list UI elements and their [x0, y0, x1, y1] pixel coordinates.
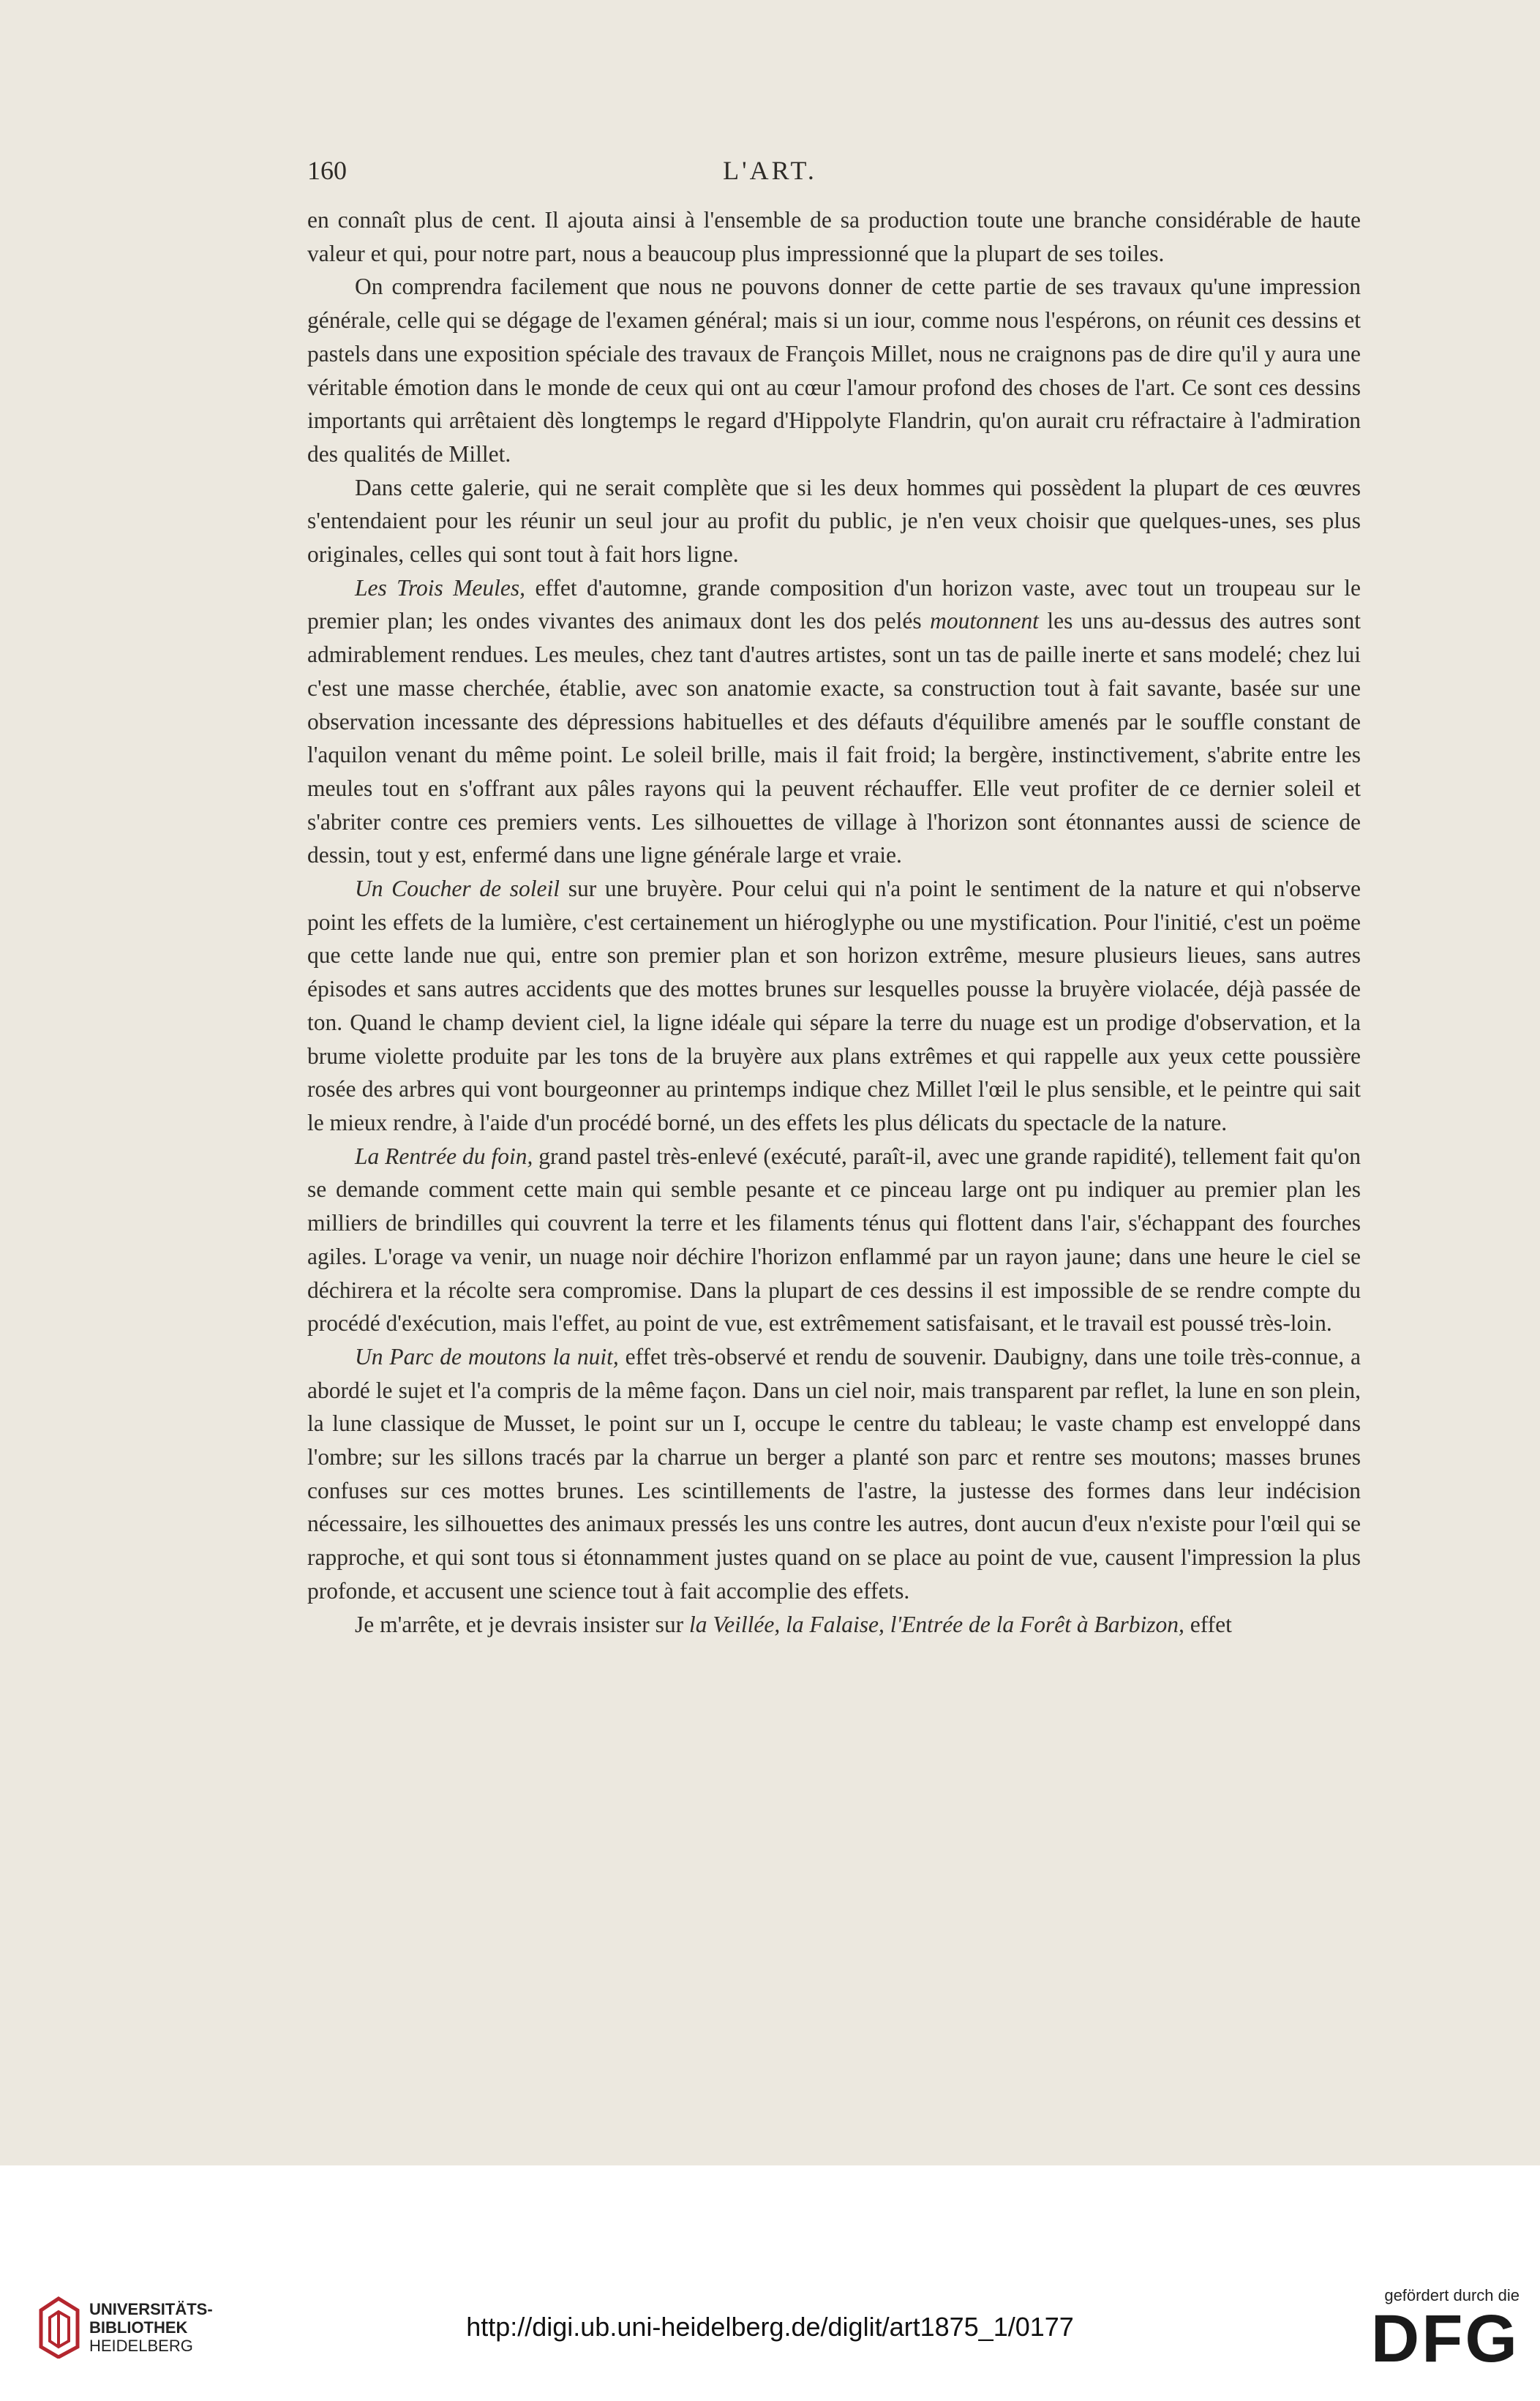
article-body	[307, 203, 1361, 1641]
permalink-url[interactable]: http://digi.ub.uni-heidelberg.de/diglit/art1875_1/0177	[466, 2312, 1074, 2342]
footer-bar	[0, 2165, 1540, 2401]
paragraph-text: en connaît plus de cent. Il ajouta ainsi à l'ensemble de sa production toute une branche considérable de haute valeur et qui, pour notre part, nous a beaucoup plus impressionné que la plupart de ses toiles.	[307, 207, 1361, 266]
paragraph-text: Dans cette galerie, qui ne serait complète que si les deux hommes qui possèdent la plupart de ces œuvres s'entendaient pour les réunir un seul jour au profit du public, je n'en veux choisir que quelques-unes, ses plus originales, celles qui sont tout à fait hors ligne.	[307, 474, 1361, 568]
artwork-title: Un Coucher de soleil	[355, 876, 560, 902]
library-name-line1: UNIVERSITÄTS-	[89, 2300, 213, 2318]
artwork-title: la Veillée, la Falaise, l'Entrée de la Forêt à Barbizon,	[689, 1611, 1184, 1637]
paragraph	[307, 872, 1361, 1140]
paragraph-text: effet	[1184, 1611, 1232, 1637]
paragraph-text: On comprendra facilement que nous ne pouvons donner de cette partie de ses travaux qu'une impression générale, celle qui se dégage de l'examen général; mais si un iour, comme nous l'espérons, on réunit ces dessins et pastels dans une exposition spéciale des travaux de François Millet, nous ne craignons pas de dire qu'il y aura une véritable émotion dans le monde de ceux qui ont au cœur l'amour profond des choses de l'art. Ce sont ces dessins importants qui arrêtaient dès longtemps le regard d'Hippolyte Flandrin, qu'on aurait cru réfractaire à l'admiration des qualités de Millet.	[307, 274, 1361, 467]
paragraph	[307, 1140, 1361, 1340]
paragraph-text: Je m'arrête, et je devrais insister sur	[355, 1611, 690, 1637]
sponsor-label: gefördert durch die	[1384, 2286, 1520, 2304]
paragraph	[307, 203, 1361, 270]
paragraph-text: les uns au-dessus des autres sont admirablement rendues. Les meules, chez tant d'autres artistes, sont un tas de paille inerte et sans modelé; chez lui c'est une masse cherchée, établie, avec son anatomie exacte, sa construction tout à fait savante, basée sur une observation incessante des dépressions habituelles et des défauts d'équilibre amenés par le souffle constant de l'aquilon venant du même point. Le soleil brille, mais il fait froid; la bergère, instinctivement, s'abrite entre les meules tout en s'offrant aux pâles rayons qui la peuvent réchauffer. Elle veut profiter de ce dernier soleil et s'abriter contre ces premiers vents. Les silhouettes de village à l'horizon sont étonnantes aussi de science de dessin, tout y est, enfermé dans une ligne générale large et vraie.	[307, 608, 1361, 868]
artwork-title: La Rentrée du foin,	[355, 1143, 533, 1169]
library-name-line2: BIBLIOTHEK	[89, 2318, 188, 2337]
sponsor-block[interactable]	[1366, 2286, 1520, 2376]
paragraph	[307, 471, 1361, 571]
artwork-title: Un Parc de moutons la nuit,	[355, 1343, 619, 1369]
paragraph-text: effet d'automne, grande composition d'un horizon vaste, avec tout un troupeau sur le premier plan; les ondes vivantes des animaux dont les dos pelés	[307, 574, 1361, 634]
paragraph	[307, 1608, 1361, 1642]
library-name-line3: HEIDELBERG	[89, 2337, 193, 2355]
artwork-title: Les Trois Meules,	[355, 574, 526, 601]
paragraph-text: sur une bruyère. Pour celui qui n'a point le sentiment de la nature et qui n'observe point les effets de la lumière, c'est certainement un hiéroglyphe ou une mystification. Pour l'initié, c'est un poëme que cette lande nue qui, entre son premier plan et son horizon extrême, mesure plusieurs lieues, sans autres épisodes et sans autres accidents que des mottes brunes sur lesquelles pousse la bruyère violacée, déjà passée de ton. Quand le champ devient ciel, la ligne idéale qui sépare la terre du nuage est un prodige d'observation, et la brume violette produite par les tons de la bruyère aux plans extrêmes et qui rappelle aux yeux cette poussière rosée des arbres qui vont bourgeonner au printemps indique chez Millet l'œil le plus sensible, et le peintre qui sait le mieux rendre, à l'aide d'un procédé borné, un des effets les plus délicats du spectacle de la nature.	[307, 876, 1361, 1135]
page-header	[0, 155, 1540, 192]
dfg-logo: DFG	[1370, 2302, 1520, 2376]
paragraph	[307, 270, 1361, 470]
page-number: 160	[307, 156, 347, 185]
paragraph	[307, 571, 1361, 872]
artwork-title: moutonnent	[930, 608, 1039, 634]
paragraph-text: grand pastel très-enlevé (exécuté, paraît-il, avec une grande rapidité), tellement fait qu'on se demande comment cette main qui semble pesante et ce pinceau large ont pu indiquer au premier plan les milliers de brindilles qui couvrent la terre et les filaments ténus qui flottent dans l'air, s'échappant des fourches agiles. L'orage va venir, un nuage noir déchire l'horizon enflammé par un rayon jaune; dans une heure le ciel se déchirera et la récolte sera compromise. Dans la plupart de ces dessins il est impossible de se rendre compte du procédé d'exécution, mais l'effet, au point de vue, est extrêmement satisfaisant, et le travail est poussé très-loin.	[307, 1143, 1361, 1337]
paragraph	[307, 1340, 1361, 1608]
running-title: L'ART.	[723, 156, 817, 185]
paragraph-text: effet très-observé et rendu de souvenir. Daubigny, dans une toile très-connue, a abordé le sujet et l'a compris de la même façon. Dans un ciel noir, mais transparent par reflet, la lune en son plein, la lune classique de Musset, le point sur un I, occupe le centre du tableau; le vaste champ est enveloppé dans l'ombre; sur les sillons tracés par la charrue un berger a planté son parc et rentre ses moutons; masses brunes confuses sur ces mottes brunes. Les scintillements de l'astre, la justesse des formes dans leur indécision nécessaire, les silhouettes des animaux pressés les uns contre les autres, dont aucun d'eux n'existe pour l'œil qui se rapproche, et qui sont tous si étonnamment justes quand on se place au point de vue, causent l'impression la plus profonde, et accusent une science tout à fait accomplie des effets.	[307, 1343, 1361, 1604]
